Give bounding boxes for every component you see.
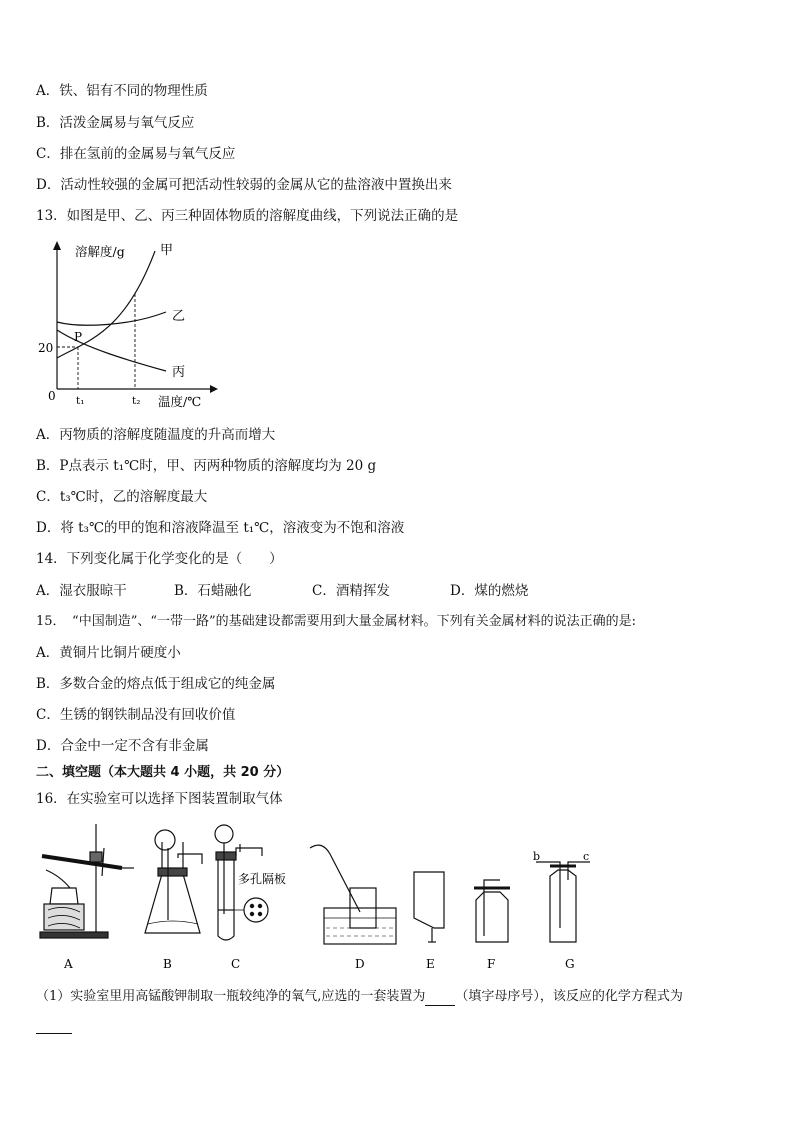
- answer-blank-1[interactable]: [425, 990, 455, 1006]
- x-axis-arrow: [210, 385, 218, 393]
- q13-option-b: B．P点表示 t₁℃时，甲、丙两种物质的溶解度均为 20 g: [36, 458, 377, 474]
- q12-option-a: A．铁、铝有不同的物理性质: [36, 83, 208, 99]
- q15-option-a: A．黄铜片比铜片硬度小: [36, 645, 181, 661]
- y-axis-label: 溶解度/g: [75, 244, 125, 259]
- apparatus-f: [474, 880, 510, 942]
- q14-option-b: B．石蜡融化: [174, 583, 252, 599]
- label-f: F: [487, 957, 496, 971]
- apparatus-b: [145, 830, 202, 933]
- label-d: D: [355, 957, 365, 971]
- curve-jia-label: 甲: [160, 243, 174, 258]
- q13-stem: 13．如图是甲、乙、丙三种固体物质的溶解度曲线，下列说法正确的是: [36, 208, 459, 224]
- y-tick-20: 20: [38, 341, 54, 355]
- q16-sub1-part2: （填字母序号），该反应的化学方程式为: [455, 989, 683, 1004]
- q14-stem: 14．下列变化属于化学变化的是（ ）: [36, 551, 283, 567]
- x-tick-t1: t₁: [76, 395, 85, 407]
- apparatus-e: [414, 872, 444, 942]
- x-axis-label: 温度/℃: [158, 394, 202, 409]
- q16-sub1-part1: （1）实验室里用高锰酸钾制取一瓶较纯净的氧气,应选的一套装置为: [36, 989, 426, 1004]
- apparatus-figure: [30, 818, 620, 976]
- point-p-label: P: [74, 330, 83, 344]
- curve-jia: [57, 251, 155, 358]
- label-b: B: [163, 957, 172, 971]
- q15-option-d: D．合金中一定不含有非金属: [36, 738, 209, 754]
- label-c: C: [231, 957, 241, 971]
- y-axis-arrow: [53, 241, 61, 250]
- q12-option-b: B．活泼金属易与氧气反应: [36, 115, 195, 131]
- label-a: A: [64, 957, 73, 971]
- q14-option-a: A．湿衣服晾干: [36, 583, 127, 599]
- apparatus-g: [536, 862, 590, 942]
- section-heading: 二、填空题（本大题共 4 小题，共 20 分）: [36, 765, 290, 780]
- apparatus-a: [40, 824, 134, 938]
- q15-option-c: C．生锈的钢铁制品没有回收价值: [36, 707, 236, 723]
- label-g: G: [565, 957, 575, 971]
- origin-label: 0: [48, 389, 56, 403]
- q15-stem: 15． “中国制造”、“一带一路”的基础建设都需要用到大量金属材料。下列有关金属材料的说法正确的是:: [36, 614, 637, 629]
- q13-option-a: A．丙物质的溶解度随温度的升高而增大: [36, 427, 276, 443]
- solubility-chart: [30, 236, 230, 416]
- q14-options: [36, 582, 528, 600]
- answer-blank-row: [36, 1016, 72, 1034]
- q12-option-c: C．排在氢前的金属易与氧气反应: [36, 146, 236, 162]
- curve-yi-label: 乙: [172, 309, 186, 324]
- curve-bing-label: 丙: [172, 365, 186, 380]
- port-c-label: c: [583, 850, 590, 863]
- q14-option-d: D．煤的燃烧: [450, 583, 529, 599]
- q14-option-c: C．酒精挥发: [312, 583, 390, 599]
- q16-stem: 16．在实验室可以选择下图装置制取气体: [36, 791, 283, 807]
- port-b-label: b: [533, 850, 541, 863]
- q15-option-b: B．多数合金的熔点低于组成它的纯金属: [36, 676, 276, 692]
- q13-option-c: C．t₃℃时，乙的溶解度最大: [36, 489, 208, 505]
- q16-sub1: [36, 988, 683, 1006]
- apparatus-d: [310, 845, 396, 944]
- x-tick-t2: t₂: [132, 395, 141, 407]
- porous-plate-label: 多孔隔板: [238, 872, 287, 886]
- q12-option-d: D．活动性较强的金属可把活动性较弱的金属从它的盐溶液中置换出来: [36, 177, 452, 193]
- label-e: E: [426, 957, 435, 971]
- q13-option-d: D．将 t₃℃的甲的饱和溶液降温至 t₁℃，溶液变为不饱和溶液: [36, 520, 405, 536]
- answer-blank-2[interactable]: [36, 1019, 72, 1034]
